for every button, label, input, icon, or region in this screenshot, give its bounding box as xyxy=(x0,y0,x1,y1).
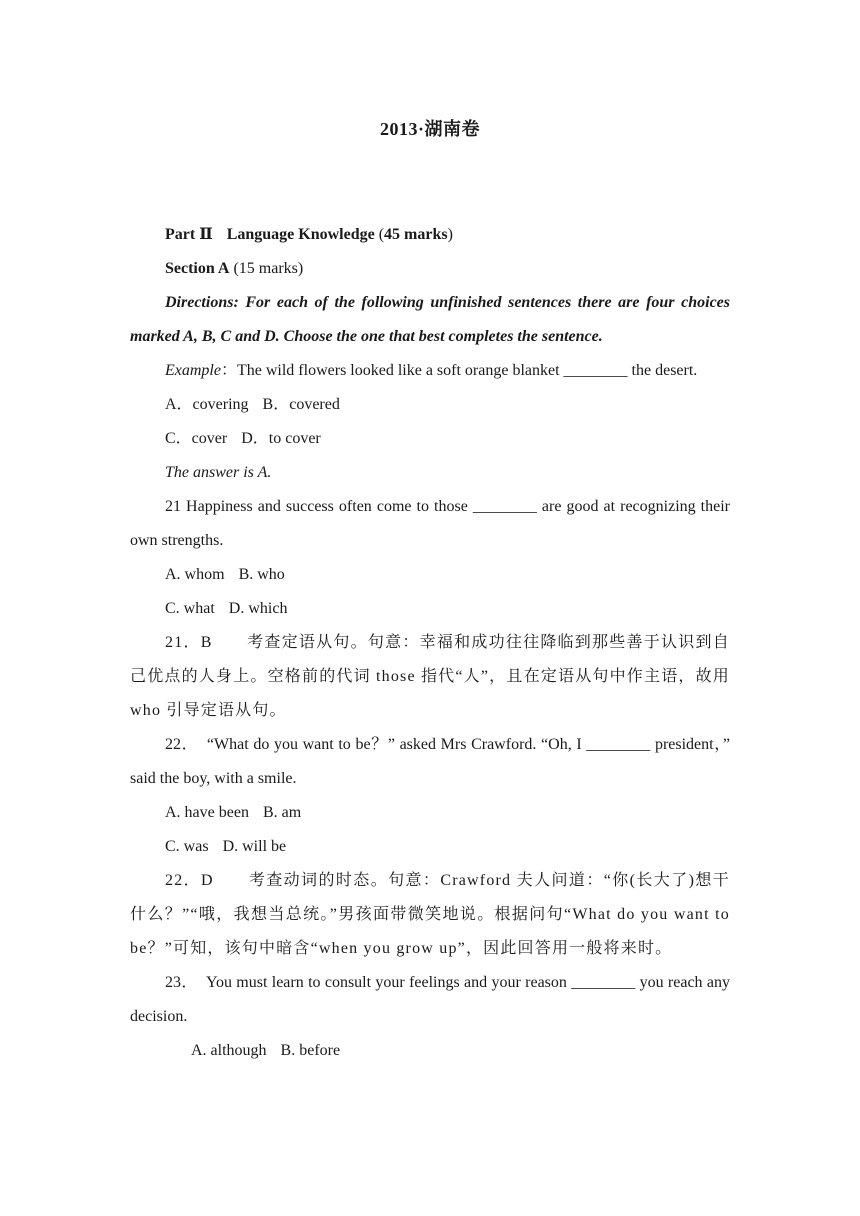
part-number: Part Ⅱ xyxy=(165,226,213,243)
section-heading xyxy=(130,252,730,286)
question-22-options-cd xyxy=(130,830,730,864)
example-text: ：The wild flowers looked like a soft orange blanket ________ the desert. xyxy=(220,362,698,379)
question-22-text: 22． “What do you want to be？” asked Mrs Crawford. “Oh, I ________ president，” said the boy, with a smile. xyxy=(130,736,730,787)
q21-option-a: A. whom xyxy=(165,566,225,583)
q21-option-b: B. who xyxy=(238,566,285,583)
example-options-ab xyxy=(130,388,730,422)
question-21-options-cd xyxy=(130,592,730,626)
q22-option-d: D. will be xyxy=(222,838,287,855)
example-option-d: D．to cover xyxy=(241,430,321,447)
q22-option-b: B. am xyxy=(262,804,302,821)
q21-option-c: C. what xyxy=(165,600,215,617)
q23-option-b: B. before xyxy=(280,1042,341,1059)
q22-option-a: A. have been xyxy=(165,804,249,821)
part-heading xyxy=(130,218,730,252)
part-marks-open: ( xyxy=(374,226,385,243)
question-22-options-ab xyxy=(130,796,730,830)
section-name: Section A xyxy=(165,260,230,277)
q23-option-a: A. although xyxy=(191,1042,267,1059)
part-marks-close: ) xyxy=(447,226,453,243)
section-marks: (15 marks) xyxy=(229,260,304,277)
document-body xyxy=(130,218,730,1068)
example-option-c: C．cover xyxy=(165,430,228,447)
question-23-options-ab xyxy=(130,1034,730,1068)
example-label: Example xyxy=(165,362,221,379)
question-21-options-ab xyxy=(130,558,730,592)
question-23-text: 23． You must learn to consult your feelings and your reason ________ you reach any decision. xyxy=(130,974,730,1025)
q22-option-c: C. was xyxy=(165,838,209,855)
q21-option-d: D. which xyxy=(228,600,288,617)
question-21-text: 21 Happiness and success often come to those ________ are good at recognizing their own strengths. xyxy=(130,498,730,549)
directions-text: Directions: For each of the following unfinished sentences there are four choices marked A, B, C and D. Choose the one that best completes the sentence. xyxy=(130,294,730,345)
example-option-b: B．covered xyxy=(262,396,340,413)
question-21-explanation: 21．B 考查定语从句。句意：幸福和成功往往降临到那些善于认识到自己优点的人身上。空格前的代词 those 指代“人”，且在定语从句中作主语，故用 who 引导定语从句。 xyxy=(130,634,730,719)
question-22-explanation: 22．D 考查动词的时态。句意：Crawford 夫人问道：“你(长大了)想干什么？”“哦，我想当总统。”男孩面带微笑地说。根据问句“What do you want to be？”可知，该句中暗含“when you grow up”，因此回答用一般将来时。 xyxy=(130,872,730,957)
part-name: Language Knowledge xyxy=(226,226,375,243)
page-title: 2013·湖南卷 xyxy=(379,119,480,139)
part-marks: 45 marks xyxy=(384,226,448,243)
example-option-a: A．covering xyxy=(165,396,249,413)
example-answer: The answer is A. xyxy=(165,464,272,481)
example-options-cd xyxy=(130,422,730,456)
example-sentence xyxy=(130,354,730,388)
